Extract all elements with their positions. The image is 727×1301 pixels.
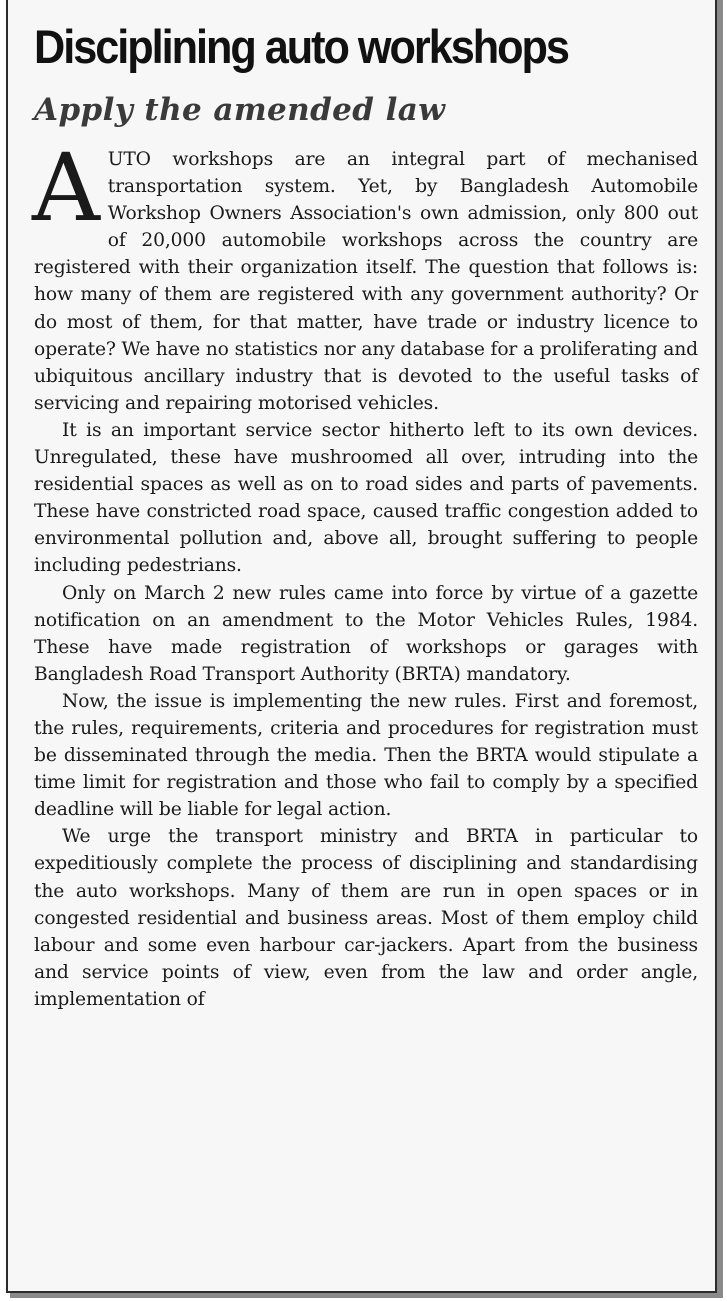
frame-shadow-right (717, 0, 723, 1297)
paragraph-1 (32, 134, 698, 417)
frame-shadow-bottom (10, 1293, 723, 1298)
article-body (32, 134, 698, 1013)
paragraph-1-text: UTO workshops are an integral part of mechanised transportation system. Yet, by Bangladesh Automobile Workshop Owners Association's own admission, only 800 out of 20,000 automobile workshops across the country are registered with their organization itself. The question that follows is: how many of them are registered with any government authority? Or do most of them, for that matter, have trade or industry licence to operate? We have no statistics nor any database for a proliferating and ubiquitous ancillary industry that is devoted to the useful tasks of servicing and repairing motorised vehicles. (34, 149, 698, 414)
paragraph-3: Only on March 2 new rules came into force by virtue of a gazette notification on an amendment to the Motor Vehicles Rules, 1984. These have made registration of workshops or garages with Bangladesh Road Transport Authority (BRTA) mandatory. (34, 582, 698, 685)
paragraph-4: Now, the issue is implementing the new rules. First and foremost, the rules, requirements, criteria and procedures for registration must be disseminated through the media. Then the BRTA would stipulate a time limit for registration and those who fail to comply by a specified deadline will be liable for legal action. (34, 690, 698, 821)
subhead: Apply the amended law (34, 92, 446, 128)
paragraph-2: It is an important service sector hitherto left to its own devices. Unregulated, these have mushroomed all over, intruding into the residential spaces as well as on to road sides and parts of pavements. These have constricted road space, caused traffic congestion added to environmental pollution and, above all, brought suffering to people including pedestrians. (34, 419, 698, 577)
headline: Disciplining auto workshops (34, 20, 568, 73)
drop-cap: A (32, 134, 100, 243)
paragraph-5: We urge the transport ministry and BRTA in particular to expeditiously complete the process of disciplining and standardising the auto workshops. Many of them are run in open spaces or in congested residential and business areas. Most of them employ child labour and some even harbour car-jackers. Apart from the business and service points of view, even from the law and order angle, implementation of (34, 826, 698, 1010)
editorial-clipping (6, 0, 717, 1293)
